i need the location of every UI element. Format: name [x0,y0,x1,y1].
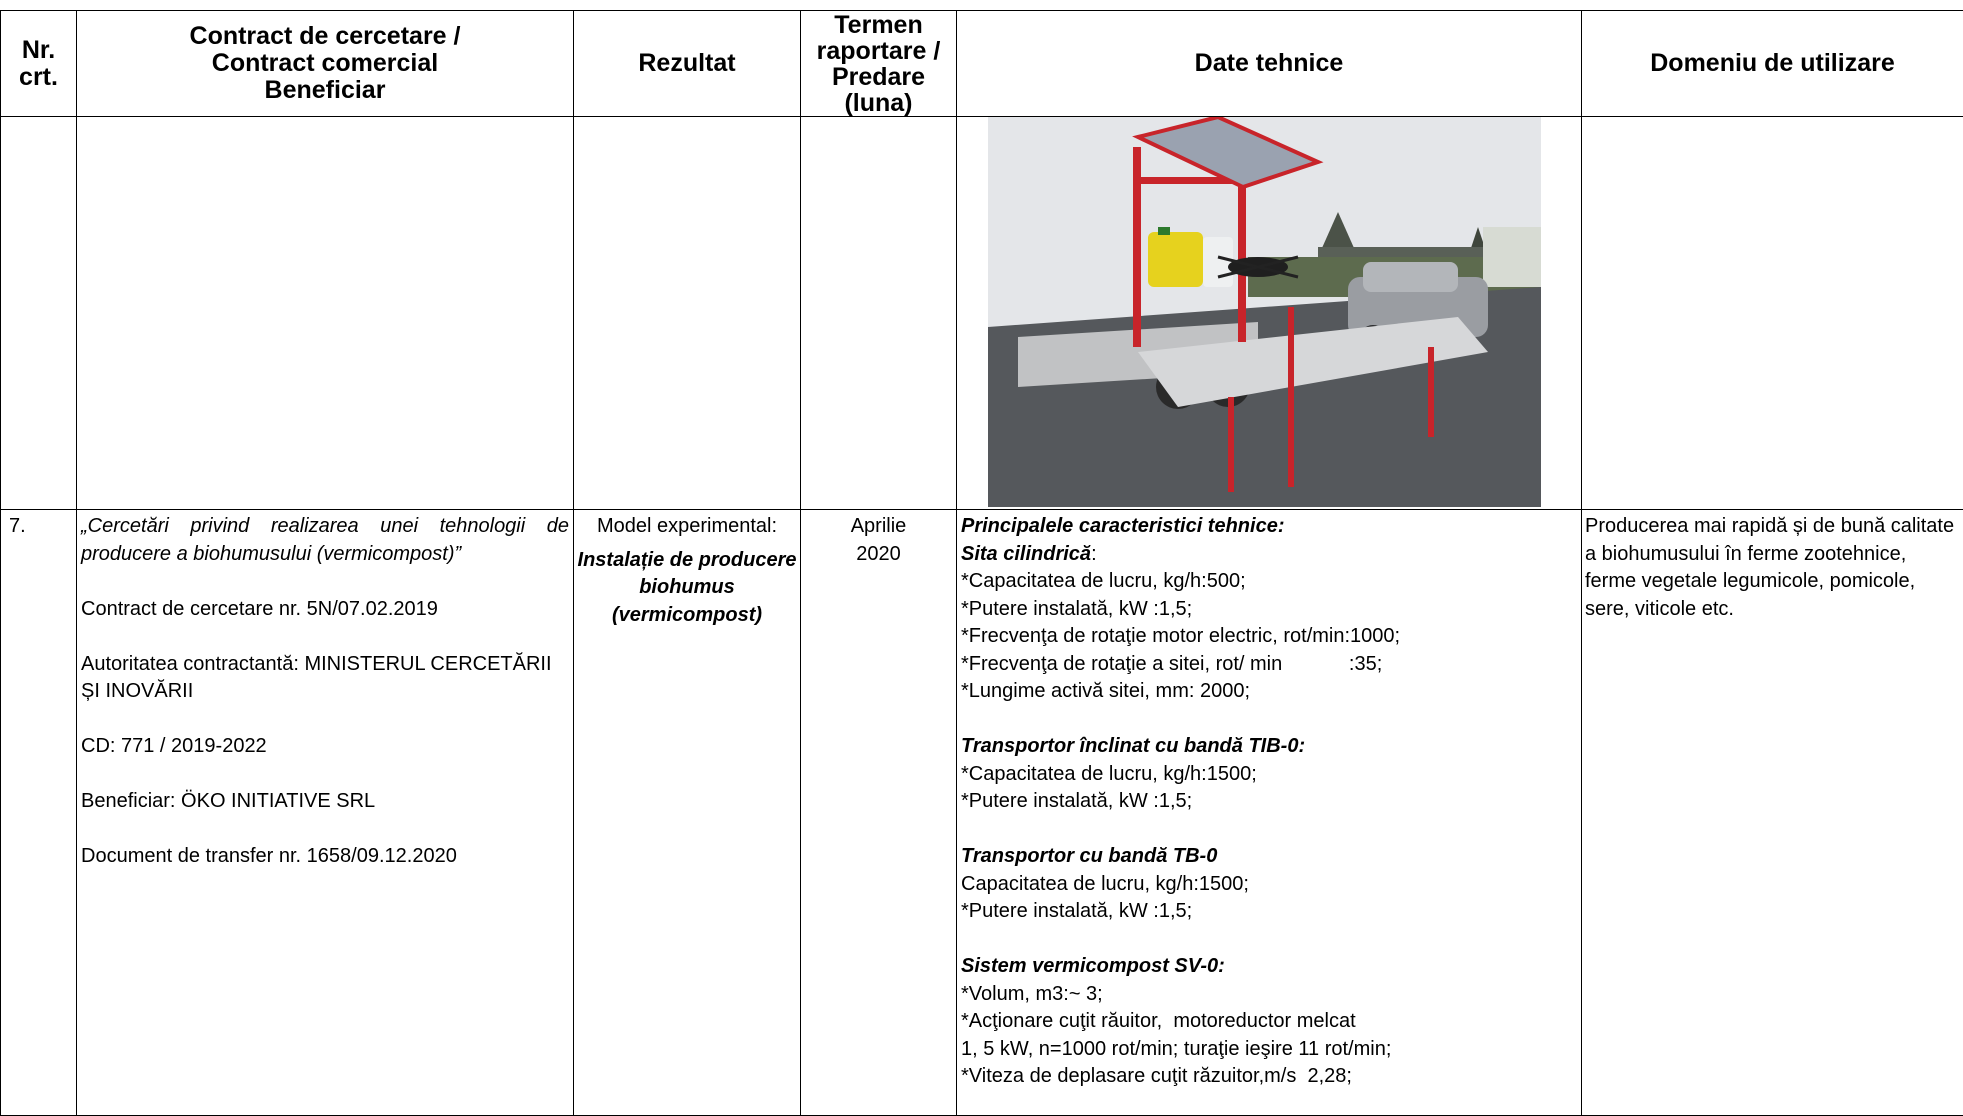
date-tehnice-cell [957,510,1582,1116]
rezultat-name: Instalație de producere biohumus (vermicompost) [576,547,798,630]
empty-cell [801,117,957,510]
header-termen: Termen raportare / Predare (luna) [801,11,957,117]
tech-section-title: Transportor cu bandă TB-0 [961,843,1577,871]
contract-title-line1: „Cercetări privind realizarea unei tehnologii de [81,513,569,541]
contract-cell [77,510,574,1116]
section-gap [961,706,1577,734]
empty-cell [574,117,801,510]
contract-number: Contract de cercetare nr. 5N/07.02.2019 [81,596,569,624]
image-row [1,117,1963,510]
tech-spec-line: *Viteza de deplasare cuţit răzuitor,m/s 2,28; [961,1063,1577,1091]
tech-spec-line: *Putere instalată, kW :1,5; [961,898,1577,926]
tech-spec-line: *Capacitatea de lucru, kg/h:1500; [961,761,1577,789]
tech-spec-line: *Frecvenţa de rotaţie a sitei, rot/ min :35; [961,651,1577,679]
tech-spec-line: *Volum, m3:~ 3; [961,981,1577,1009]
empty-cell [1582,117,1963,510]
contract-beneficiary: Beneficiar: ÖKO INITIATIVE SRL [81,788,569,816]
tech-spec-line: 1, 5 kW, n=1000 rot/min; turaţie ieşire 11 rot/min; [961,1036,1577,1064]
tech-heading: Principalele caracteristici tehnice: [961,513,1577,541]
tech-section-title [961,541,1577,569]
section-gap [961,816,1577,844]
tech-spec-line: *Lungime activă sitei, mm: 2000; [961,678,1577,706]
results-table [0,10,1963,1116]
contract-transfer-doc: Document de transfer nr. 1658/09.12.2020 [81,843,569,871]
domeniu-cell: Producerea mai rapidă și de bună calitate a biohumusului în ferme zootehnice, ferme vegetale legumicole, pomicole, sere, viticole etc. [1582,510,1963,1116]
rezultat-cell [574,510,801,1116]
tech-spec-line: *Frecvenţa de rotaţie motor electric, rot/min:1000; [961,623,1577,651]
tech-spec-line: Capacitatea de lucru, kg/h:1500; [961,871,1577,899]
tech-spec-line: *Putere instalată, kW :1,5; [961,596,1577,624]
termen-cell: Aprilie 2020 [801,510,957,1116]
contract-authority: Autoritatea contractantă: MINISTERUL CERCETĂRII ȘI INOVĂRII [81,651,569,706]
rezultat-type: Model experimental: [576,513,798,541]
photo-cell [957,117,1582,510]
header-domeniu: Domeniu de utilizare [1582,11,1963,117]
empty-cell [77,117,574,510]
header-contract: Contract de cercetare / Contract comercial Beneficiar [77,11,574,117]
empty-cell [1,117,77,510]
table-row [1,510,1963,1116]
section-gap [961,926,1577,954]
tech-section-title-text: Sita cilindrică [961,543,1091,565]
header-rezultat: Rezultat [574,11,801,117]
header-date-tehnice: Date tehnice [957,11,1582,117]
tech-section-title-suffix: : [1091,543,1097,565]
tech-spec-line: *Putere instalată, kW :1,5; [961,788,1577,816]
equipment-photo [988,117,1541,507]
header-nr: Nr. crt. [1,11,77,117]
row-number: 7. [1,510,77,1116]
contract-cd: CD: 771 / 2019-2022 [81,733,569,761]
tech-sections [961,541,1577,1091]
tech-spec-line: *Acţionare cuţit răuitor, motoreductor melcat [961,1008,1577,1036]
contract-title-line2: producere a biohumusului (vermicompost)” [81,541,569,569]
tech-spec-line: *Capacitatea de lucru, kg/h:500; [961,568,1577,596]
tech-section-title: Transportor înclinat cu bandă TIB-0: [961,733,1577,761]
tech-section-title: Sistem vermicompost SV-0: [961,953,1577,981]
header-row [1,11,1963,117]
